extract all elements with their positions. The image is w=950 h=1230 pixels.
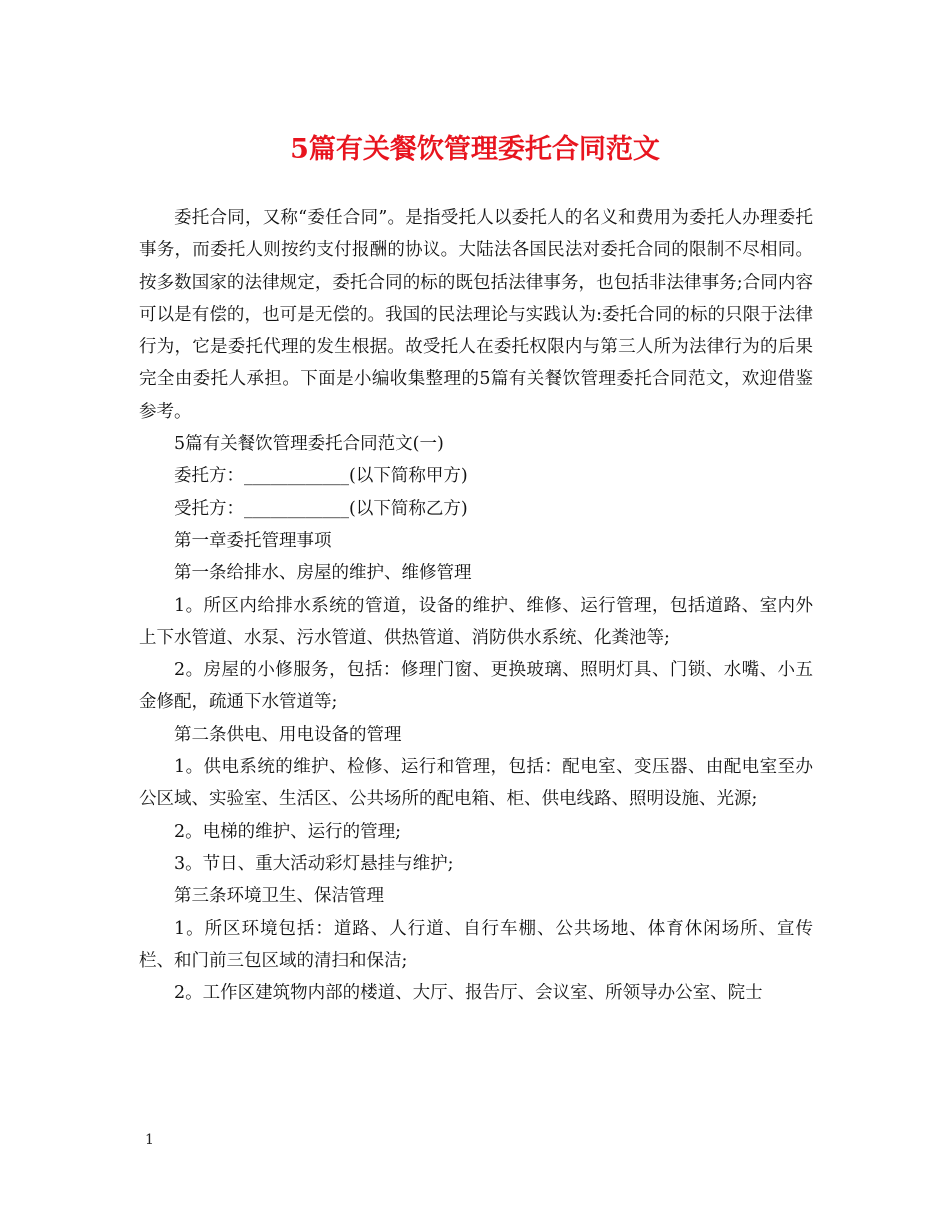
agent-party-line: 受托方：____________(以下简称乙方) bbox=[174, 498, 468, 519]
article-two-item-3: 3。节日、重大活动彩灯悬挂与维护; bbox=[174, 853, 454, 874]
article-one-item-2: 2。房屋的小修服务，包括：修理门窗、更换玻璃、照明灯具、门锁、水嘴、小五金修配，疏通下水管道等; bbox=[139, 660, 813, 713]
document-title: 5篇有关餐饮管理委托合同范文 bbox=[290, 134, 660, 165]
article-one-item-1: 1。所区内给排水系统的管道，设备的维护、维修、运行管理，包括道路、室内外上下水管道、水泵、污水管道、供热管道、消防供水系统、化粪池等; bbox=[139, 595, 813, 648]
section-heading-contract-one: 5篇有关餐饮管理委托合同范文(一) bbox=[174, 434, 444, 455]
article-three-heading: 第三条环境卫生、保洁管理 bbox=[174, 886, 384, 907]
principal-party-line: 委托方：____________(以下简称甲方) bbox=[174, 466, 468, 487]
article-two-heading: 第二条供电、用电设备的管理 bbox=[174, 724, 402, 745]
document-body bbox=[139, 202, 813, 1009]
chapter-heading: 第一章委托管理事项 bbox=[174, 530, 332, 551]
article-two-item-2: 2。电梯的维护、运行的管理; bbox=[174, 821, 402, 842]
article-two-item-1: 1。供电系统的维护、检修、运行和管理，包括：配电室、变压器、由配电室至办公区域、实验室、生活区、公共场所的配电箱、柜、供电线路、照明设施、光源; bbox=[139, 757, 813, 810]
article-three-item-1: 1。所区环境包括：道路、人行道、自行车棚、公共场地、体育休闲场所、宣传栏、和门前三包区域的清扫和保洁; bbox=[139, 918, 813, 971]
intro-paragraph: 委托合同，又称“委任合同”。是指受托人以委托人的名义和费用为委托人办理委托事务，而委托人则按约支付报酬的协议。大陆法各国民法对委托合同的限制不尽相同。按多数国家的法律规定，委托合同的标的既包括法律事务，也包括非法律事务;合同内容可以是有偿的，也可是无偿的。我国的民法理论与实践认为:委托合同的标的只限于法律行为，它是委托代理的发生根据。故受托人在委托权限内与第三人所为法律行为的后果完全由委托人承担。下面是小编收集整理的5篇有关餐饮管理委托合同范文，欢迎借鉴参考。 bbox=[139, 208, 813, 422]
page-number: 1 bbox=[145, 1132, 154, 1148]
article-three-item-2: 2。工作区建筑物内部的楼道、大厅、报告厅、会议室、所领导办公室、院士 bbox=[174, 983, 763, 1004]
article-one-heading: 第一条给排水、房屋的维护、维修管理 bbox=[174, 563, 472, 584]
